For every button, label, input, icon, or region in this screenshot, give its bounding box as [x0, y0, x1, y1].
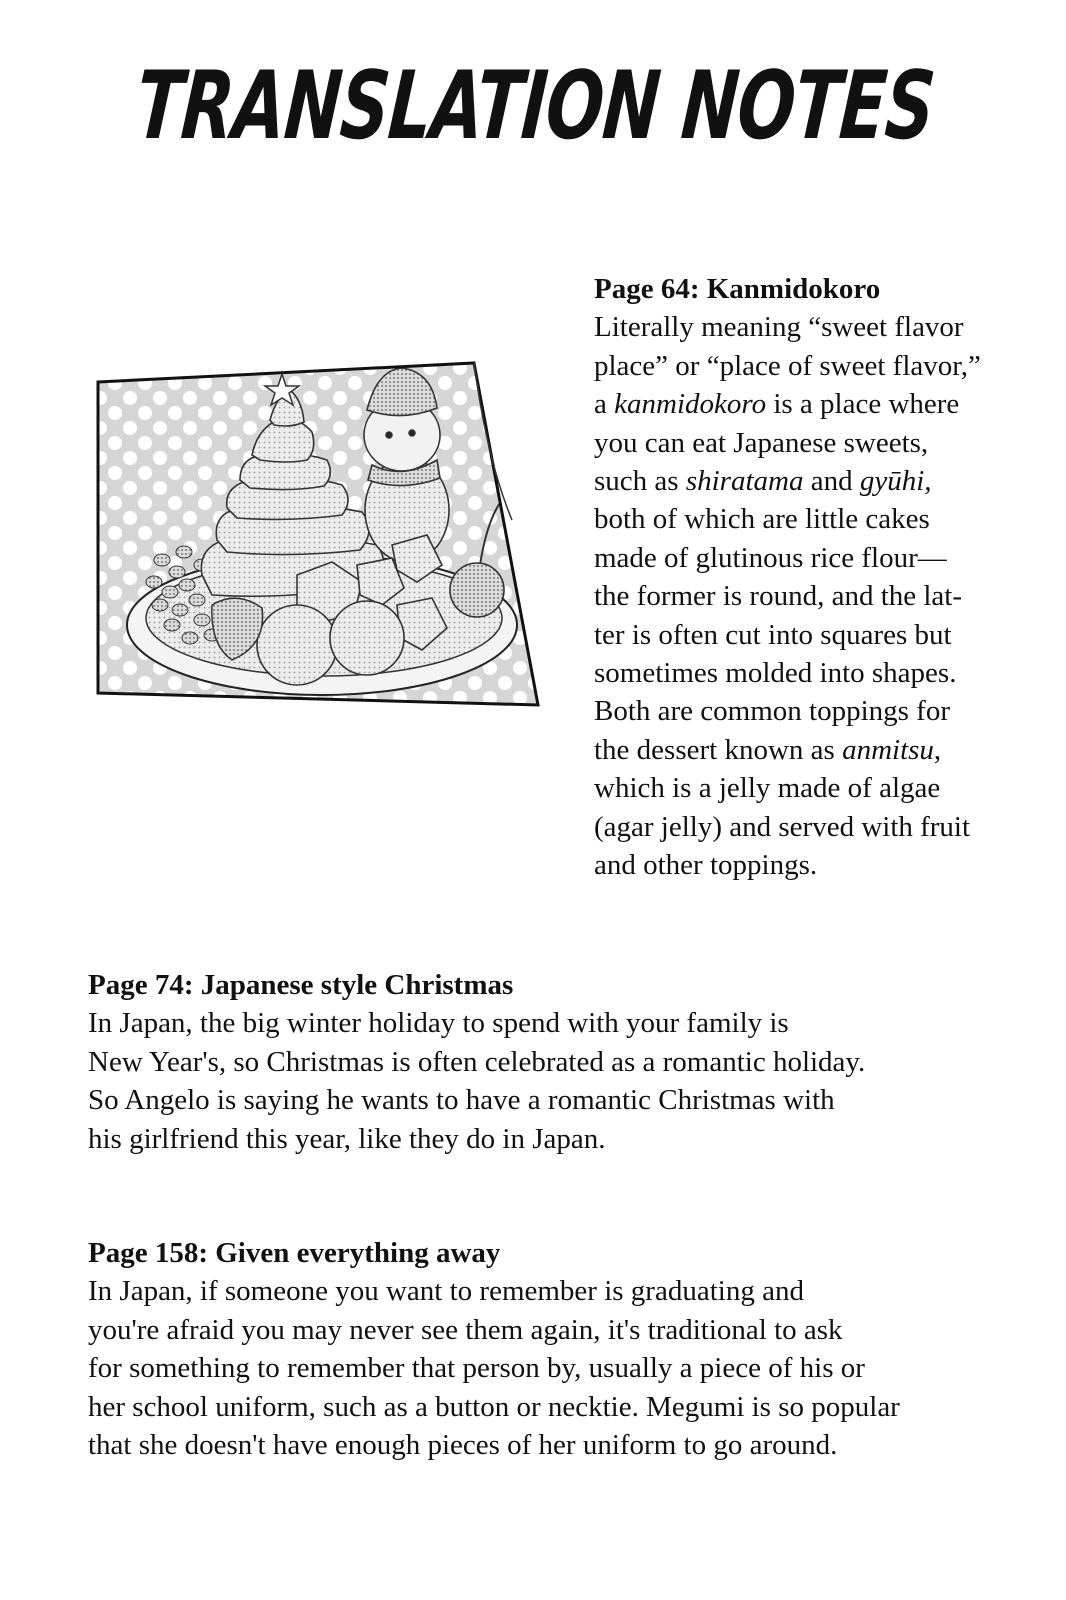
note-line: New Year's, so Christmas is often celebrated as a romantic holiday. — [88, 1045, 866, 1078]
note-line: a kanmidokoro is a place where — [594, 388, 960, 421]
note-line: (agar jelly) and served with fruit — [594, 810, 971, 843]
note-line: Both are common toppings for — [594, 695, 951, 728]
note-given-everything-away — [88, 1234, 988, 1464]
note-body — [88, 1004, 988, 1158]
note-line: the former is round, and the lat- — [594, 580, 963, 613]
note-line: her school uniform, such as a button or necktie. Megumi is so popular — [88, 1390, 900, 1423]
note-heading: Page 64: Kanmidokoro — [594, 273, 881, 305]
note-heading: Page 158: Given everything away — [88, 1237, 501, 1269]
note-line: ter is often cut into squares but — [594, 618, 952, 651]
note-line: which is a jelly made of algae — [594, 772, 941, 805]
note-line: sometimes molded into shapes. — [594, 657, 957, 690]
note-line: the dessert known as anmitsu, — [594, 733, 942, 766]
dessert-illustration — [92, 360, 542, 715]
note-line: In Japan, if someone you want to remember is graduating and — [88, 1275, 804, 1308]
italic-term: anmitsu — [842, 733, 934, 766]
note-line: both of which are little cakes — [594, 503, 930, 536]
note-kanmidokoro — [594, 270, 1024, 885]
note-body — [594, 308, 1024, 884]
note-line: So Angelo is saying he wants to have a romantic Christmas with — [88, 1084, 835, 1117]
note-line: and other toppings. — [594, 849, 818, 882]
note-japanese-christmas — [88, 966, 988, 1158]
note-heading: Page 74: Japanese style Christmas — [88, 969, 514, 1001]
note-line: you can eat Japanese sweets, — [594, 426, 929, 459]
note-line: made of glutinous rice flour— — [594, 541, 947, 574]
note-line: such as shiratama and gyūhi, — [594, 465, 932, 498]
note-line: Literally meaning “sweet flavor — [594, 311, 964, 344]
note-line: you're afraid you may never see them again, it's traditional to ask — [88, 1313, 843, 1346]
italic-term: kanmidokoro — [614, 388, 767, 421]
note-line: that she doesn't have enough pieces of her uniform to go around. — [88, 1429, 838, 1462]
italic-term: gyūhi, — [859, 465, 932, 498]
italic-term: shiratama — [685, 465, 804, 498]
note-line: his girlfriend this year, like they do in Japan. — [88, 1122, 606, 1155]
page-title: TRANSLATION NOTES — [132, 52, 938, 161]
note-line: place” or “place of sweet flavor,” — [594, 349, 981, 382]
note-line: for something to remember that person by, usually a piece of his or — [88, 1352, 865, 1385]
note-line: In Japan, the big winter holiday to spend with your family is — [88, 1007, 789, 1040]
note-body — [88, 1272, 988, 1464]
